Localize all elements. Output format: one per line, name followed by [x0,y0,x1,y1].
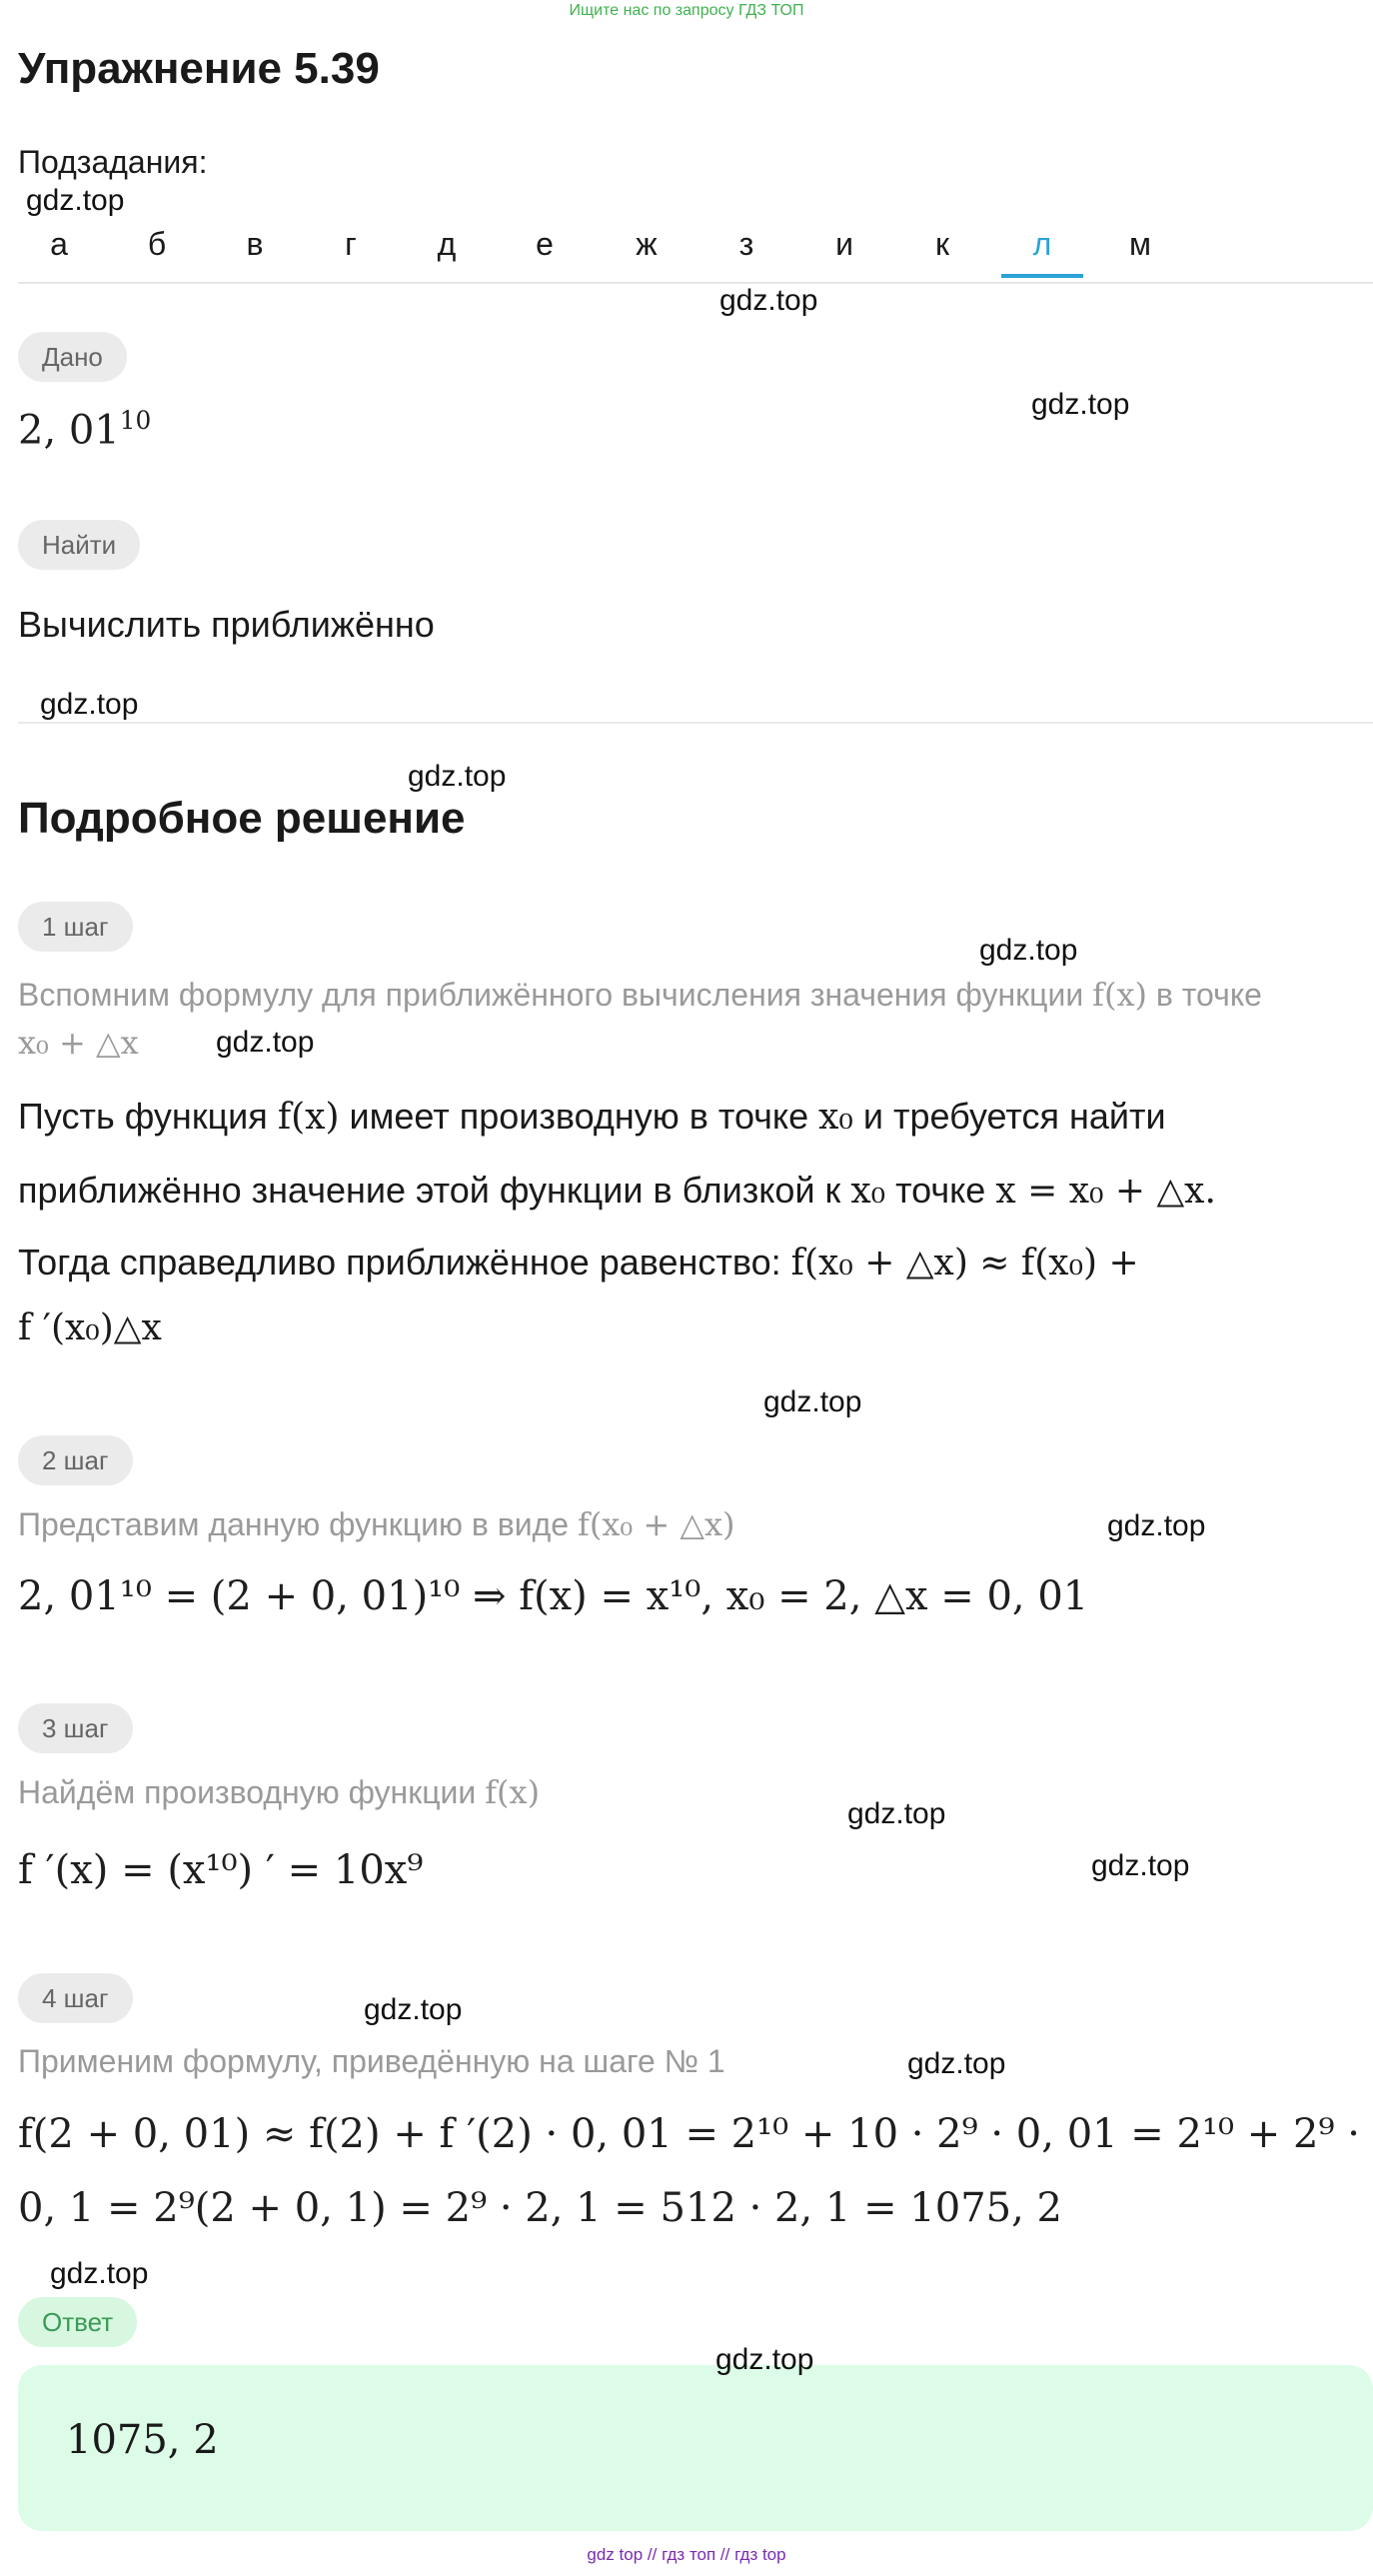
watermark: gdz.top [1091,1849,1190,1882]
step3-chip: 3 шаг [18,1703,133,1753]
step4-hint: Применим формулу, приведённую на шаге № 1 [18,2043,725,2079]
step1-chip: 1 шаг [18,902,133,952]
step4-chip: 4 шаг [18,1973,133,2023]
step2-hint: Представим данную функцию в виде f(x₀ + △x) [18,1505,735,1543]
step3-equation: f ′(x) = (x¹⁰) ′ = 10x⁹ [18,1847,424,1893]
given-chip: Дано [18,332,127,382]
watermark: gdz.top [719,284,818,317]
step2-chip: 2 шаг [18,1435,133,1485]
step2-equation: 2, 01¹⁰ = (2 + 0, 01)¹⁰ ⇒ f(x) = x¹⁰, x₀ = 2, △x = 0, 01 [18,1573,1089,1619]
watermark: gdz.top [26,184,125,217]
page-title: Упражнение 5.39 [18,44,380,93]
find-text: Вычислить приближённо [18,604,435,645]
watermark: gdz.top [1107,1509,1206,1542]
top-hint: Ищите нас по запросу ГДЗ ТОП [569,2,804,19]
step4-equation-line1: f(2 + 0, 01) ≈ f(2) + f ′(2) · 0, 01 = 2¹⁰ + 10 · 2⁹ · 0, 01 = 2¹⁰ + 2⁹ · [18,2111,1360,2157]
step1-line3: Тогда справедливо приближённое равенство: f(x₀ + △x) ≈ f(x₀) + [18,1242,1139,1284]
divider [18,722,1373,724]
watermark: gdz.top [763,1385,862,1418]
tab-m[interactable]: м [1129,226,1151,262]
step4-equation-line2: 0, 1 = 2⁹(2 + 0, 1) = 2⁹ · 2, 1 = 512 · 2, 1 = 1075, 2 [18,2185,1062,2231]
tab-i[interactable]: и [835,226,853,262]
watermark: gdz.top [216,1026,315,1059]
tab-zh[interactable]: ж [636,226,658,262]
tab-v[interactable]: в [246,226,264,262]
watermark: gdz.top [847,1797,946,1830]
tab-b[interactable]: б [147,226,167,262]
tab-d[interactable]: д [437,226,457,262]
watermark: gdz.top [979,934,1078,967]
tab-z[interactable]: з [738,226,754,262]
step1-line1: Пусть функция f(x) имеет производную в точке x₀ и требуется найти [18,1096,1166,1138]
answer-chip: Ответ [18,2297,137,2347]
tab-l[interactable]: л [1001,226,1083,278]
given-expression: 2, $01^{10}$ [18,406,152,454]
solution-title: Подробное решение [18,794,466,843]
step1-hint-point: x₀ + △x [18,1024,139,1062]
subtasks-label: Подзадания: [18,144,208,180]
watermark: gdz.top [50,2257,149,2290]
watermark: gdz.top [40,688,139,721]
tab-k[interactable]: к [935,226,949,262]
watermark: gdz.top [1031,388,1130,421]
watermark: gdz.top [715,2343,814,2376]
watermark: gdz.top [907,2047,1006,2080]
watermark: gdz.top [364,1993,463,2026]
step1-line2: приближённо значение этой функции в близкой к x₀ точке x = x₀ + △x. [18,1170,1216,1212]
watermark: gdz.top [408,760,507,793]
step3-hint: Найдём производную функции f(x) [18,1773,541,1811]
tab-e[interactable]: е [536,226,554,262]
answer-box [18,2365,1373,2531]
step1-hint: Вспомним формулу для приближённого вычисления значения функции f(x) в точке [18,976,1262,1014]
find-chip: Найти [18,520,140,570]
answer-value: 1075, 2 [66,2417,219,2463]
footer-links[interactable]: gdz top // гдз топ // гдз top [587,2545,786,2564]
step1-line4: f ′(x₀)△x [18,1307,162,1348]
tab-a[interactable]: а [50,226,68,262]
subtask-tabs [18,218,1373,284]
tab-g[interactable]: г [345,226,357,262]
